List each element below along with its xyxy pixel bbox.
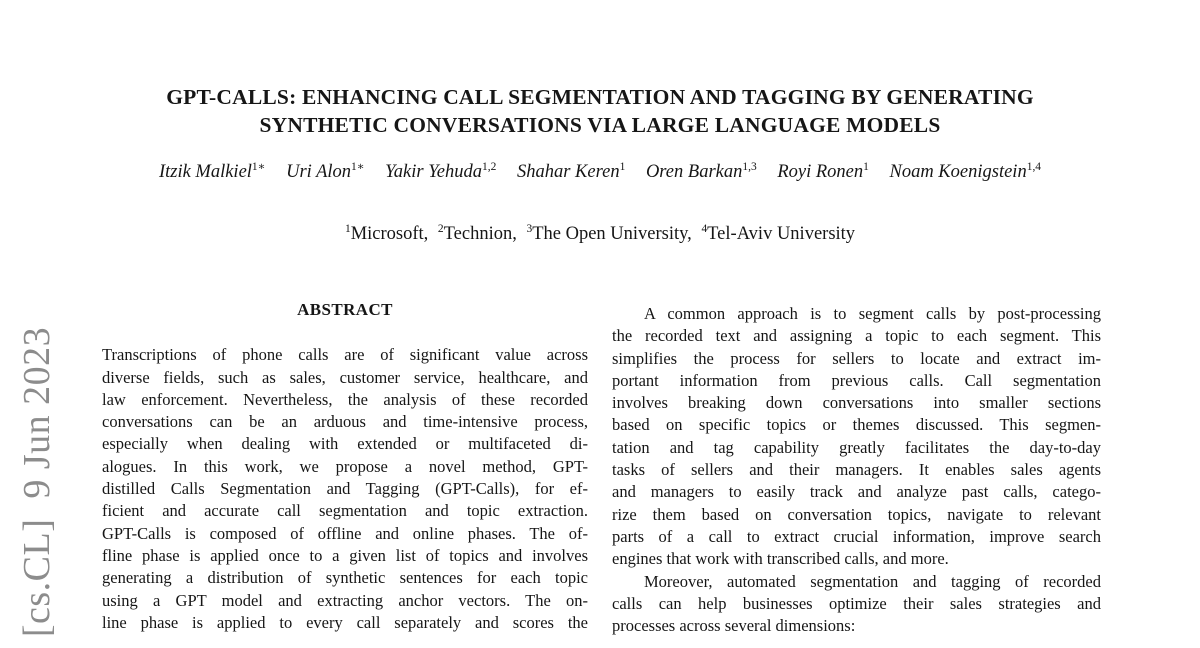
author <box>777 162 869 182</box>
abstract-line: using a GPT model and extracting anchor vectors. The on- <box>102 590 588 610</box>
abstract-line: Transcriptions of phone calls are of significant value across <box>102 345 588 365</box>
author-name: Noam Koenigstein <box>889 162 1027 182</box>
author <box>286 162 364 182</box>
abstract-line: distilled Calls Segmentation and Tagging (GPT-Calls), for ef- <box>102 479 588 499</box>
author-sup: 1,2 <box>482 160 497 173</box>
intro-line: A common approach is to segment calls by post-processing <box>644 304 1101 323</box>
abstract-heading: ABSTRACT <box>297 300 393 319</box>
abstract-line: ficient and accurate call segmentation and topic extraction. <box>102 501 588 521</box>
affiliation-sup: 2 <box>437 222 444 235</box>
affiliation-name: Tel-Aviv University <box>707 224 856 244</box>
paper-title-line-2: SYNTHETIC CONVERSATIONS VIA LARGE LANGUAGE MODELS <box>259 113 941 137</box>
intro-line: calls can help businesses optimize their sales strategies and <box>612 593 1101 613</box>
affiliation-name: Microsoft, <box>350 224 429 244</box>
paper-title <box>0 83 1200 139</box>
author <box>385 162 496 182</box>
affiliations-line <box>0 222 1200 246</box>
author-sup: 1,3 <box>742 160 757 173</box>
intro-line: based on specific topics or themes discussed. This segmen- <box>612 415 1101 435</box>
abstract-line: law enforcement. Nevertheless, the analysis of these recorded <box>102 389 588 409</box>
author-name: Yakir Yehuda <box>385 162 482 182</box>
intro-line: the recorded text and assigning a topic to each segment. This <box>612 326 1101 346</box>
author-name: Oren Barkan <box>645 162 743 182</box>
author-sup: 1∗ <box>351 160 365 173</box>
abstract-line: diverse fields, such as sales, customer service, healthcare, and <box>102 367 588 387</box>
paper-title-line-1: GPT-CALLS: ENHANCING CALL SEGMENTATION AND TAGGING BY GENERATING <box>166 85 1034 109</box>
intro-line: simplifies the process for sellers to locate and extract im- <box>612 348 1101 368</box>
intro-line: engines that work with transcribed calls, and more. <box>612 549 949 569</box>
affiliation-sup: 4 <box>701 222 708 235</box>
right-column <box>612 303 1101 637</box>
affiliation <box>438 224 517 244</box>
intro-line: tasks of sellers and their managers. It enables sales agents <box>612 460 1101 480</box>
intro-line: involves breaking down conversations into smaller sections <box>612 393 1101 413</box>
author-sup: 1,4 <box>1026 160 1042 173</box>
author-sup: 1 <box>619 160 626 173</box>
intro-line: processes across several dimensions: <box>612 616 856 636</box>
abstract-line: line phase is applied to every call separately and scores the <box>102 612 588 632</box>
author <box>159 162 266 182</box>
author-name: Itzik Malkiel <box>158 162 252 182</box>
affiliation <box>345 224 428 244</box>
author-name: Royi Ronen <box>777 162 864 182</box>
author <box>517 162 625 182</box>
affiliation <box>526 224 691 244</box>
author-name: Uri Alon <box>286 162 352 182</box>
affiliation-sup: 1 <box>344 222 351 235</box>
author <box>646 162 757 182</box>
abstract-line: generating a distribution of synthetic sentences for each topic <box>102 568 588 588</box>
intro-line: rize them based on conversation topics, navigate to relevant <box>612 504 1101 524</box>
affiliation-name: The Open University, <box>532 224 692 244</box>
intro-line: Moreover, automated segmentation and tagging of recorded <box>644 571 1101 591</box>
left-column <box>102 299 588 634</box>
abstract-line: conversations can be an arduous and time-intensive process, <box>102 412 588 432</box>
intro-line: parts of a call to extract crucial information, improve search <box>612 526 1101 546</box>
affiliation <box>701 224 855 244</box>
intro-line: and managers to easily track and analyze past calls, catego- <box>612 482 1101 502</box>
arxiv-watermark: [cs.CL] 9 Jun 2023 <box>16 326 58 638</box>
intro-line: portant information from previous calls. Call segmentation <box>612 370 1101 390</box>
affiliation-sup: 3 <box>526 222 533 235</box>
abstract-line: especially when dealing with extended or multifaceted di- <box>102 434 588 454</box>
authors-line <box>0 160 1200 184</box>
affiliation-name: Technion, <box>443 224 517 244</box>
author <box>889 162 1041 182</box>
author-name: Shahar Keren <box>516 162 620 182</box>
intro-line: tation and tag capability greatly facilitates the day-to-day <box>612 437 1101 457</box>
abstract-line: GPT-Calls is composed of offline and online phases. The of- <box>102 523 588 543</box>
author-sup: 1 <box>863 160 869 173</box>
abstract-line: fline phase is applied once to a given list of topics and involves <box>102 545 588 565</box>
abstract-line: alogues. In this work, we propose a novel method, GPT- <box>102 456 588 476</box>
author-sup: 1∗ <box>251 160 266 173</box>
